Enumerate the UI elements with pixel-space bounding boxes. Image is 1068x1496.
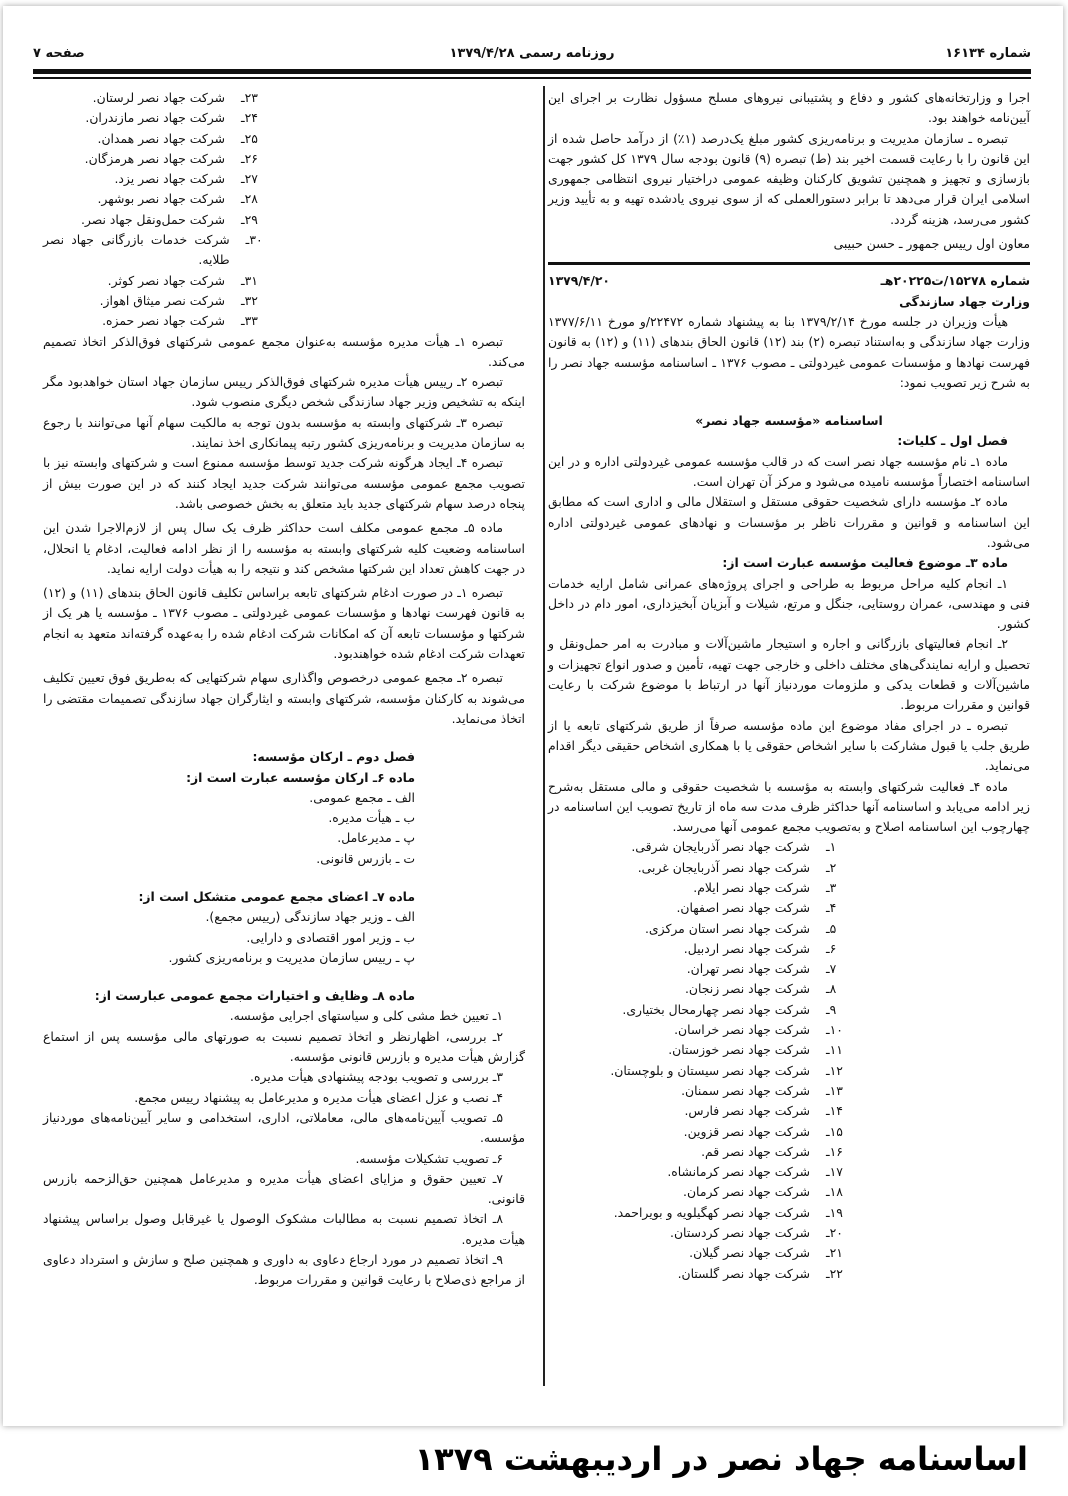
company-list-item <box>548 1203 1030 1223</box>
company-name: شرکت جهاد نصر مازندران. <box>85 110 225 126</box>
company-name: شرکت جهاد نصر آذربایجان شرقی. <box>631 839 810 855</box>
company-name: شرکت جهاد نصر چهارمحال بختیاری. <box>622 1001 810 1017</box>
article-3-note: تبصره ـ در اجرای مفاد موضوع این ماده مؤسسه صرفاً از طریق شرکتهای تابعه یا از طریق جلب یا قبول مشارکت با سایر اشخاص حقوقی یا با همکاری اشخاص حقیقی دیگر اقدام می‌نماید. <box>548 717 1030 774</box>
signature: معاون اول رییس جمهور ـ حسن حبیبی <box>833 236 1030 252</box>
chapter1-title: فصل اول ـ کلیات: <box>897 433 1008 449</box>
list-item-number: ۲۴ـ <box>241 110 258 126</box>
list-item-number: ۲۶ـ <box>241 150 258 166</box>
company-list-item <box>548 1182 1030 1202</box>
company-name: شرکت جهاد نصر گیلان. <box>689 1245 810 1261</box>
company-list-item <box>43 189 325 209</box>
article-7-items <box>43 907 525 968</box>
company-list-left <box>43 88 525 332</box>
article-8-item: ۱ـ تعیین خط مشی کلی و سیاستهای اجرایی مؤسسه. <box>229 1008 503 1024</box>
left-column <box>43 88 525 1291</box>
column-divider <box>543 86 545 1386</box>
statute-title: اساسنامه «مؤسسه جهاد نصر» <box>695 413 883 429</box>
article-3-item-2: ۲ـ انجام فعالیتهای بازرگانی و اجاره و استیجار ماشین‌آلات و مبادرت به امر حمل‌ونقل و تحصیل و ارایه نمایندگی‌های مختلف داخلی و خارجی جهت تهیه، تأمین و صدور انواع تجهیزات و ماشین‌آلات و قطعات یدکی و ملزومات موردنیاز آنها در ارتباط با موضوع شرکت با رعایت قوانین و مقررات مربوط. <box>548 636 1030 713</box>
company-list-item <box>548 837 1030 857</box>
article-item: الف ـ وزیر جهاد سازندگی (رییس مجمع). <box>205 909 415 925</box>
decree-number: شماره ۱۵۲۷۸/ت۲۰۲۲۵هـ <box>880 273 1030 289</box>
company-list-item <box>548 1122 1030 1142</box>
company-name: شرکت جهاد نصر سیستان و بلوچستان. <box>610 1062 810 1078</box>
article-8-item: ۲ـ بررسی، اظهارنظر و اتخاذ تصمیم نسبت به صورتهای مالی مؤسسه پس از استماع گزارش هیأت مدیره و بازرس قانونی مؤسسه. <box>43 1028 525 1065</box>
company-list-item <box>548 1264 1030 1284</box>
company-name: شرکت نصر میثاق اهواز. <box>99 292 225 308</box>
decree-date: ۱۳۷۹/۴/۲۰ <box>548 273 610 289</box>
list-item-number: ۲۵ـ <box>241 130 258 146</box>
list-item-number: ۲۸ـ <box>241 191 258 207</box>
note-4: تبصره ۴ـ ایجاد هرگونه شرکت جدید توسط مؤسسه ممنوع است و شرکتهای وابسته نیز با تصویب مجمع عمومی مؤسسه می‌توانند شرکت جدید ایجاد کنند که در این صورت بیش از پنجاه درصد سهام شرکتهای جدید باید متعلق به بخش خصوصی باشد. <box>43 455 525 511</box>
list-item-number: ۱۶ـ <box>826 1143 843 1159</box>
company-list-item <box>548 979 1030 999</box>
list-item-number: ۶ـ <box>826 940 837 956</box>
note-1: تبصره ۱ـ هیأت مدیره مؤسسه به‌عنوان مجمع عمومی شرکتهای فوق‌الذکر اتخاذ تصمیم می‌کند. <box>43 333 525 369</box>
article-item: پ ـ رییس سازمان مدیریت و برنامه‌ریزی کشور. <box>168 949 415 965</box>
company-name: شرکت جهاد نصر فارس. <box>684 1103 810 1119</box>
article-5: ماده ۵ـ مجمع عمومی مکلف است حداکثر ظرف یک سال پس از لازم‌الاجرا شدن این اساسنامه وضعیت کلیه شرکتهای وابسته به مؤسسه را از نظر ادامه فعالیت، ادغام یا انحلال، در جهت کاهش تعداد این شرکتها مشخص کند و نتیجه را به هیأت دولت ارایه نماید. <box>43 520 525 576</box>
gazette-header <box>33 46 1031 68</box>
list-item-number: ۳۱ـ <box>241 272 258 288</box>
company-list-item <box>43 149 325 169</box>
company-list-item <box>43 108 325 128</box>
company-name: شرکت جهاد نصر ایلام. <box>693 879 810 895</box>
gazette-page <box>3 6 1063 1426</box>
company-name: شرکت جهاد نصر استان مرکزی. <box>644 920 810 936</box>
company-name: شرکت جهاد نصر کردستان. <box>670 1225 810 1241</box>
issue-number: شماره ۱۶۱۳۴ <box>945 46 1031 61</box>
article-item: ب ـ وزیر امور اقتصادی و دارایی. <box>246 929 415 945</box>
section-rule <box>548 262 1030 265</box>
article-8-title: ماده ۸ـ وظایف و اختیارات مجمع عمومی عبارست از: <box>94 988 415 1004</box>
company-list-item <box>548 1040 1030 1060</box>
header-rule-thin <box>33 77 1031 79</box>
company-list-item <box>43 230 325 271</box>
article-5-note-1: تبصره ۱ـ در صورت ادغام شرکتهای تابعه براساس تکلیف قانون الحاق بندهای (۱۱) و (۱۲) به قانون فهرست نهادها و مؤسسات عمومی غیردولتی ـ مصوب ۱۳۷۶ ـ مؤسسه یا هر یک از شرکتها و مؤسسات تابعه آن که امکانات شرکت ادغام شده را به‌عهده گرفته‌اند متعهد به انجام تعهدات شرکت ادغام شده خواهندبود. <box>43 585 526 662</box>
company-name: شرکت جهاد نصر کرمانشاه. <box>667 1164 810 1180</box>
list-item-number: ۱ـ <box>826 839 837 855</box>
company-list-item <box>43 291 325 311</box>
note-3: تبصره ۳ـ شرکتهای وابسته به مؤسسه بدون توجه به مالکیت سهام آنها می‌توانند با رجوع به سازمان مدیریت و برنامه‌ریزی کشور رتبه پیمانکاری اخذ نمایند. <box>43 414 525 451</box>
company-list-item <box>548 919 1030 939</box>
list-item-number: ۱۳ـ <box>826 1082 843 1098</box>
company-list-item <box>548 1162 1030 1182</box>
company-name: شرکت حمل‌ونقل جهاد نصر. <box>80 211 225 227</box>
note-paragraph: تبصره ـ سازمان مدیریت و برنامه‌ریزی کشور مبلغ یک‌درصد (۱٪) از درآمد حاصل شده از این قانون را با رعایت قسمت اخیر بند (ط) تبصره (۹) قانون بودجه سال ۱۳۷۹ کل کشور جهت بازسازی و تجهیز و همچنین تشویق کارکنان وظیفه عمومی دراختیار نیروی انتظامی جمهوری اسلامی ایران قرار می‌دهد تا برابر دستورالعملی که از سوی نیروی یادشده تهیه و به تأیید وزیر کشور می‌رسد، هزینه گردد. <box>548 130 1030 227</box>
company-name: شرکت جهاد نصر بوشهر. <box>97 191 225 207</box>
article-2: ماده ۲ـ مؤسسه دارای شخصیت حقوقی مستقل و استقلال مالی و اداری است که مطابق این اساسنامه و قوانین و مقررات ناظر بر مؤسسات و نهادهای عمومی غیردولتی اداره می‌شود. <box>548 494 1030 550</box>
list-item-number: ۳۳ـ <box>241 313 258 329</box>
company-list-item <box>43 88 325 108</box>
article-8-item: ۶ـ تصویب تشکیلات مؤسسه. <box>355 1150 503 1166</box>
company-list-item <box>548 1243 1030 1263</box>
list-item-number: ۴ـ <box>826 900 837 916</box>
company-list-item <box>43 311 325 331</box>
company-list-item <box>548 1142 1030 1162</box>
right-column <box>548 88 1030 1284</box>
company-name: شرکت جهاد نصر تهران. <box>686 961 810 977</box>
company-name: شرکت جهاد نصر سمنان. <box>681 1082 810 1098</box>
company-list-item <box>548 959 1030 979</box>
company-list-right <box>548 837 1030 1284</box>
article-8-items <box>43 1006 525 1290</box>
list-item-number: ۸ـ <box>826 981 837 997</box>
article-8-item: ۴ـ نصب و عزل اعضای هیأت مدیره و مدیرعامل به پیشنهاد رییس مجمع. <box>134 1089 503 1105</box>
list-item-number: ۲ـ <box>826 859 837 875</box>
company-list-item <box>548 1000 1030 1020</box>
gazette-title: روزنامه رسمی ۱۳۷۹/۴/۲۸ <box>449 46 615 61</box>
company-name: شرکت جهاد نصر حمزه. <box>102 313 225 329</box>
company-name: شرکت جهاد نصر اردبیل. <box>683 940 810 956</box>
company-name: شرکت جهاد نصر گلستان. <box>677 1265 810 1281</box>
company-name: شرکت جهاد نصر یزد. <box>114 171 225 187</box>
company-list-item <box>43 210 325 230</box>
list-item-number: ۹ـ <box>826 1001 837 1017</box>
list-item-number: ۱۱ـ <box>826 1042 843 1058</box>
list-item-number: ۲۲ـ <box>826 1265 843 1281</box>
company-list-item <box>548 1081 1030 1101</box>
note-2: تبصره ۲ـ رییس هیأت مدیره شرکتهای فوق‌الذکر رییس سازمان جهاد استان خواهدبود مگر اینکه به تشخیص وزیر جهاد سازندگی شخص دیگری منصوب شود. <box>43 374 525 410</box>
company-list-item <box>548 878 1030 898</box>
article-3-item-1: ۱ـ انجام کلیه مراحل مربوط به طراحی و اجرای پروژه‌های عمرانی شامل ارایه خدمات فنی و مهندسی، عمران روستایی، جنگل و مرتع، شیلات و آبزیان آبخیزداری، امور دام در داخل کشور. <box>548 575 1030 632</box>
company-list-item <box>548 858 1030 878</box>
company-list-item <box>548 1223 1030 1243</box>
list-item-number: ۱۸ـ <box>826 1184 843 1200</box>
company-name: شرکت جهاد نصر کهگیلویه و بویراحمد. <box>613 1204 810 1220</box>
article-item: الف ـ مجمع عمومی. <box>309 789 415 805</box>
company-list-item <box>548 1101 1030 1121</box>
article-8-item: ۸ـ اتخاذ تصمیم نسبت به مطالبات مشکوک الوصول یا غیرقابل وصول براساس پیشنهاد هیأت مدیره. <box>43 1211 525 1247</box>
cabinet-paragraph: هیأت وزیران در جلسه مورخ ۱۳۷۹/۲/۱۴ بنا به پیشنهاد شماره ۲۲۴۷۲/و مورخ ۱۳۷۷/۶/۱۱ وزارت جهاد سازندگی و به‌استناد تبصره (۲) بند (۱۲) قانون الحاق بندهای (۱۱) و (۱۲) به قانون فهرست نهادها و مؤسسات عمومی غیردولتی ـ مصوب ۱۳۷۶ ـ اساسنامه مؤسسه جهاد نصر را به شرح زیر تصویب نمود: <box>548 313 1030 390</box>
article-4: ماده ۴ـ فعالیت شرکتهای وابسته به مؤسسه با شخصیت حقوقی و مالی مستقل به‌شرح زیر ادامه می‌یابد و اساسنامه آنها حداکثر ظرف مدت سه ماه از تاریخ تصویب این اساسنامه در چهارچوب این اساسنامه اصلاح و به‌تصویب مجمع عمومی آنها می‌رسد. <box>548 778 1030 835</box>
article-3-title: ماده ۳ـ موضوع فعالیت مؤسسه عبارت است از: <box>722 555 1008 571</box>
company-name: شرکت جهاد نصر زنجان. <box>684 981 810 997</box>
company-list-item <box>43 129 325 149</box>
company-list-item <box>548 898 1030 918</box>
list-item-number: ۳۲ـ <box>241 292 258 308</box>
article-8-item: ۳ـ بررسی و تصویب بودجه پیشنهادی هیأت مدیره. <box>250 1069 503 1085</box>
article-7-title: ماده ۷ـ اعضای مجمع عمومی متشکل است از: <box>138 888 415 904</box>
ministry-name: وزارت جهاد سازندگی <box>899 293 1030 309</box>
article-6-items <box>43 788 525 869</box>
article-8-item: ۷ـ تعیین حقوق و مزایای اعضای هیأت مدیره و مدیرعامل همچنین حق‌الزحمه بازرس قانونی. <box>43 1170 525 1207</box>
page-number: صفحه ۷ <box>33 46 85 61</box>
header-rule-thick <box>33 69 1031 74</box>
article-item: ت ـ بازرس قانونی. <box>316 850 415 866</box>
article-5-note-2: تبصره ۲ـ مجمع عمومی درخصوص واگذاری سهام شرکتهایی که به‌طریق فوق تعیین تکلیف می‌شوند به کارکنان مؤسسه، شرکتهای وابسته و ایثارگران جهاد سازندگی تصمیمات مقتضی را اتخاذ می‌نماید. <box>43 670 525 726</box>
company-list-item <box>43 271 325 291</box>
company-name: شرکت جهاد نصر همدان. <box>97 130 225 146</box>
company-name: شرکت جهاد نصر خراسان. <box>674 1022 810 1038</box>
company-name: شرکت خدمات بازرگانی جهاد نصر طلایه. <box>43 232 230 268</box>
company-name: شرکت جهاد نصر قم. <box>701 1143 810 1159</box>
list-item-number: ۳ـ <box>826 879 837 895</box>
article-8-item: ۹ـ اتخاذ تصمیم در مورد ارجاع دعاوی به داوری و همچنین صلح و سازش و استرداد دعاوی از مراجع ذی‌صلاح با رعایت قوانین و مقررات مربوط. <box>43 1252 525 1288</box>
article-item: ب ـ هیأت مدیره. <box>328 810 415 826</box>
list-item-number: ۱۵ـ <box>826 1123 843 1139</box>
list-item-number: ۱۹ـ <box>826 1204 843 1220</box>
company-name: شرکت جهاد نصر لرستان. <box>92 90 225 105</box>
article-1: ماده ۱ـ نام مؤسسه جهاد نصر است که در قالب مؤسسه عمومی غیردولتی اداره و در این اساسنامه اختصاراً مؤسسه نامیده می‌شود و مرکز آن تهران است. <box>548 453 1030 490</box>
company-name: شرکت جهاد نصر قزوین. <box>683 1123 810 1139</box>
company-name: شرکت جهاد نصر کرمان. <box>683 1184 810 1200</box>
list-item-number: ۲۹ـ <box>241 211 258 227</box>
list-item-number: ۳۰ـ <box>245 232 263 248</box>
list-item-number: ۲۳ـ <box>241 90 258 105</box>
chapter2-title: فصل دوم ـ ارکان مؤسسه: <box>252 749 415 765</box>
list-item-number: ۷ـ <box>826 961 837 977</box>
list-item-number: ۱۲ـ <box>826 1062 843 1078</box>
list-item-number: ۵ـ <box>826 920 837 936</box>
list-item-number: ۲۰ـ <box>826 1225 843 1241</box>
company-name: شرکت جهاد نصر آذربایجان غربی. <box>637 859 810 875</box>
company-name: شرکت جهاد نصر هرمزگان. <box>84 150 225 166</box>
article-8-item: ۵ـ تصویب آیین‌نامه‌های مالی، معاملاتی، اداری، استخدامی و سایر آیین‌نامه‌های موردنیاز مؤسسه. <box>43 1109 525 1146</box>
company-list-item <box>43 169 325 189</box>
list-item-number: ۱۰ـ <box>826 1022 843 1038</box>
list-item-number: ۱۴ـ <box>826 1103 843 1119</box>
article-item: پ ـ مدیرعامل. <box>337 830 415 846</box>
list-item-number: ۲۱ـ <box>826 1245 843 1261</box>
company-list-item <box>548 1020 1030 1040</box>
intro-paragraph: اجرا و وزارتخانه‌های کشور و دفاع و پشتیبانی نیروهای مسلح مسؤول نظارت بر اجرای این آیین‌نامه خواهند بود. <box>548 90 1030 126</box>
list-item-number: ۱۷ـ <box>826 1164 843 1180</box>
list-item-number: ۲۷ـ <box>241 171 258 187</box>
company-list-item <box>548 1061 1030 1081</box>
company-name: شرکت جهاد نصر خوزستان. <box>668 1042 810 1058</box>
company-name: شرکت جهاد نصر کوثر. <box>107 272 225 288</box>
company-name: شرکت جهاد نصر اصفهان. <box>676 900 810 916</box>
image-caption: اساسنامه جهاد نصر در اردیبهشت ۱۳۷۹ <box>414 1440 1028 1478</box>
company-list-item <box>548 939 1030 959</box>
decree-header <box>548 271 1030 291</box>
article-6-title: ماده ۶ـ ارکان مؤسسه عبارت است از: <box>186 769 415 785</box>
